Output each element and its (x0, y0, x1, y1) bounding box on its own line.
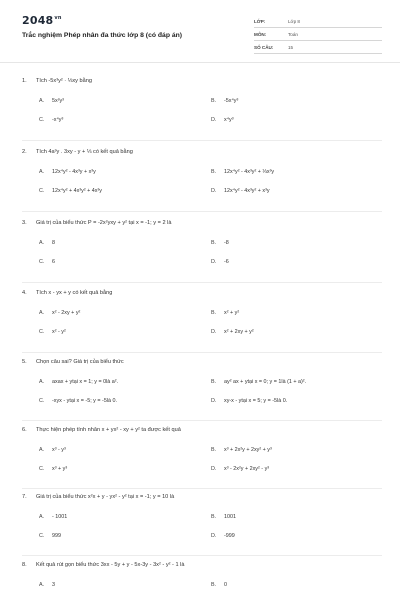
question-text: Thực hiện phép tính nhân x + yx² - xy + y² ta được kết quả (36, 427, 181, 433)
option-letter: D. (211, 188, 217, 194)
option-text: x³ - 2x²y + 2xy² - y³ (224, 466, 270, 472)
question-text: Tích 4a³y . 3xy - y + ⅓ có kết quả bằng (36, 149, 133, 155)
divider (22, 555, 382, 556)
option-text: 12x⁴y² - 4x³y² + x³y (224, 188, 270, 194)
meta-row-grade (254, 15, 382, 28)
divider (22, 352, 382, 353)
option-text: x³ - y³ (52, 447, 66, 453)
option-d[interactable] (211, 188, 371, 194)
option-b[interactable] (211, 240, 371, 246)
option-a[interactable] (39, 447, 199, 453)
option-text: -xyx - ytại x = -5; y = -5là 0. (52, 398, 118, 404)
option-a[interactable] (39, 310, 199, 316)
option-text: 12x⁴y² - 4x³y² + ⅓x³y (224, 169, 275, 175)
option-text: -6 (224, 259, 229, 265)
option-text: -x⁴y³ (52, 117, 64, 123)
option-b[interactable] (211, 379, 371, 385)
meta-value: 15 (288, 44, 294, 50)
option-a[interactable] (39, 98, 199, 104)
option-letter: B. (211, 514, 217, 520)
option-b[interactable] (211, 582, 371, 588)
option-b[interactable] (211, 169, 371, 175)
divider (22, 282, 382, 283)
option-text: -999 (224, 533, 235, 539)
option-c[interactable] (39, 466, 199, 472)
option-letter: C. (39, 188, 45, 194)
option-c[interactable] (39, 533, 199, 539)
option-letter: B. (211, 582, 217, 588)
option-b[interactable] (211, 310, 371, 316)
option-letter: C. (39, 398, 45, 404)
question-number: 7. (22, 494, 27, 500)
option-letter: B. (211, 379, 217, 385)
option-letter: B. (211, 310, 217, 316)
question-5 (22, 357, 382, 413)
meta-row-subject (254, 28, 382, 41)
option-letter: D. (211, 466, 217, 472)
option-a[interactable] (39, 582, 199, 588)
question-number: 3. (22, 220, 27, 226)
question-6 (22, 425, 382, 481)
option-a[interactable] (39, 514, 199, 520)
option-d[interactable] (211, 259, 371, 265)
option-a[interactable] (39, 379, 199, 385)
question-number: 4. (22, 290, 27, 296)
option-text: 0 (224, 582, 227, 588)
option-text: 5x²y³ (52, 98, 64, 104)
option-letter: B. (211, 98, 217, 104)
option-letter: A. (39, 582, 45, 588)
option-letter: B. (211, 169, 217, 175)
meta-label: LỚP: (254, 18, 266, 24)
option-text: -5x⁴y³ (224, 98, 239, 104)
option-letter: B. (211, 240, 217, 246)
question-text: Kết quả rút gọn biểu thức 3xx - 5y + y - 5x-3y - 3x² - y² - 1 là (36, 562, 185, 568)
divider (22, 211, 382, 212)
option-letter: A. (39, 379, 45, 385)
option-c[interactable] (39, 398, 199, 404)
option-text: 999 (52, 533, 61, 539)
option-letter: D. (211, 117, 217, 123)
option-letter: C. (39, 329, 45, 335)
option-letter: A. (39, 514, 45, 520)
option-text: 6 (52, 259, 55, 265)
question-4 (22, 288, 382, 344)
meta-label: SỐ CÂU: (254, 44, 274, 50)
meta-label: MÔN: (254, 31, 267, 37)
option-text: x² + y² (224, 310, 240, 316)
option-text: 3 (52, 582, 55, 588)
option-c[interactable] (39, 329, 199, 335)
option-text: -8 (224, 240, 229, 246)
option-c[interactable] (39, 259, 199, 265)
option-text: 8 (52, 240, 55, 246)
option-letter: D. (211, 259, 217, 265)
option-letter: C. (39, 533, 45, 539)
question-text: Tích -5x³y² · ⅓xy bằng (36, 78, 92, 84)
meta-value: Toán (288, 31, 298, 37)
option-text: ay² ax + ytại x = 0; y = 1là (1 + a)². (224, 379, 307, 385)
option-letter: A. (39, 98, 45, 104)
divider (22, 488, 382, 489)
option-text: x² - y² (52, 329, 66, 335)
option-text: 1001 (224, 514, 236, 520)
question-3 (22, 218, 382, 274)
option-letter: C. (39, 117, 45, 123)
question-text: Chọn câu sai? Giá trị của biểu thức (36, 359, 124, 365)
site-logo[interactable] (22, 14, 62, 27)
option-letter: A. (39, 240, 45, 246)
option-letter: D. (211, 398, 217, 404)
question-8 (22, 560, 382, 594)
question-7 (22, 492, 382, 548)
option-text: x³ + y³ (52, 466, 68, 472)
option-letter: D. (211, 329, 217, 335)
option-letter: A. (39, 447, 45, 453)
option-letter: A. (39, 310, 45, 316)
option-c[interactable] (39, 117, 199, 123)
option-d[interactable] (211, 466, 371, 472)
meta-value: Lớp 8 (288, 18, 300, 24)
question-1 (22, 76, 382, 132)
question-number: 2. (22, 149, 27, 155)
page-title: Trắc nghiệm Phép nhân đa thức lớp 8 (có đáp án) (22, 32, 183, 39)
option-text: x³ + 2x²y + 2xy² + y³ (224, 447, 272, 453)
option-text: - 1001 (52, 514, 68, 520)
option-letter: D. (211, 533, 217, 539)
logo-text: 2048 (22, 14, 54, 27)
option-a[interactable] (39, 240, 199, 246)
question-number: 5. (22, 359, 27, 365)
option-b[interactable] (211, 447, 371, 453)
question-2 (22, 147, 382, 203)
option-d[interactable] (211, 398, 371, 404)
option-letter: C. (39, 259, 45, 265)
option-d[interactable] (211, 117, 371, 123)
option-text: xy-x - ytại x = 5; y = -5là 0. (224, 398, 288, 404)
meta-table (254, 15, 382, 54)
option-letter: C. (39, 466, 45, 472)
option-letter: A. (39, 169, 45, 175)
divider (22, 140, 382, 141)
option-d[interactable] (211, 533, 371, 539)
option-text: x⁴y³ (224, 117, 234, 123)
option-text: x² - 2xy + y² (52, 310, 81, 316)
question-text: Giá trị của biểu thức x²x + y - yx² - y² tại x = -1; y = 10 là (36, 494, 175, 500)
option-text: x² + 2xy + y² (224, 329, 254, 335)
question-number: 1. (22, 78, 27, 84)
option-b[interactable] (211, 98, 371, 104)
option-c[interactable] (39, 188, 199, 194)
option-letter: B. (211, 447, 217, 453)
question-number: 8. (22, 562, 27, 568)
meta-row-count (254, 41, 382, 54)
option-a[interactable] (39, 169, 199, 175)
option-b[interactable] (211, 514, 371, 520)
question-text: Giá trị của biểu thức P = -2x²yxy + y² tại x = -1; y = 2 là (36, 220, 172, 226)
divider (22, 420, 382, 421)
header (0, 0, 400, 63)
option-text: 12x⁴y² + 4x³y² + 4x³y (52, 188, 102, 194)
question-number: 6. (22, 427, 27, 433)
option-text: 12x⁴y² - 4x³y + x³y (52, 169, 96, 175)
logo-suffix: vn (54, 15, 62, 22)
option-d[interactable] (211, 329, 371, 335)
option-text: axax + ytại x = 1; y = 0là a². (52, 379, 119, 385)
question-text: Tích x - yx + y có kết quả bằng (36, 290, 113, 296)
